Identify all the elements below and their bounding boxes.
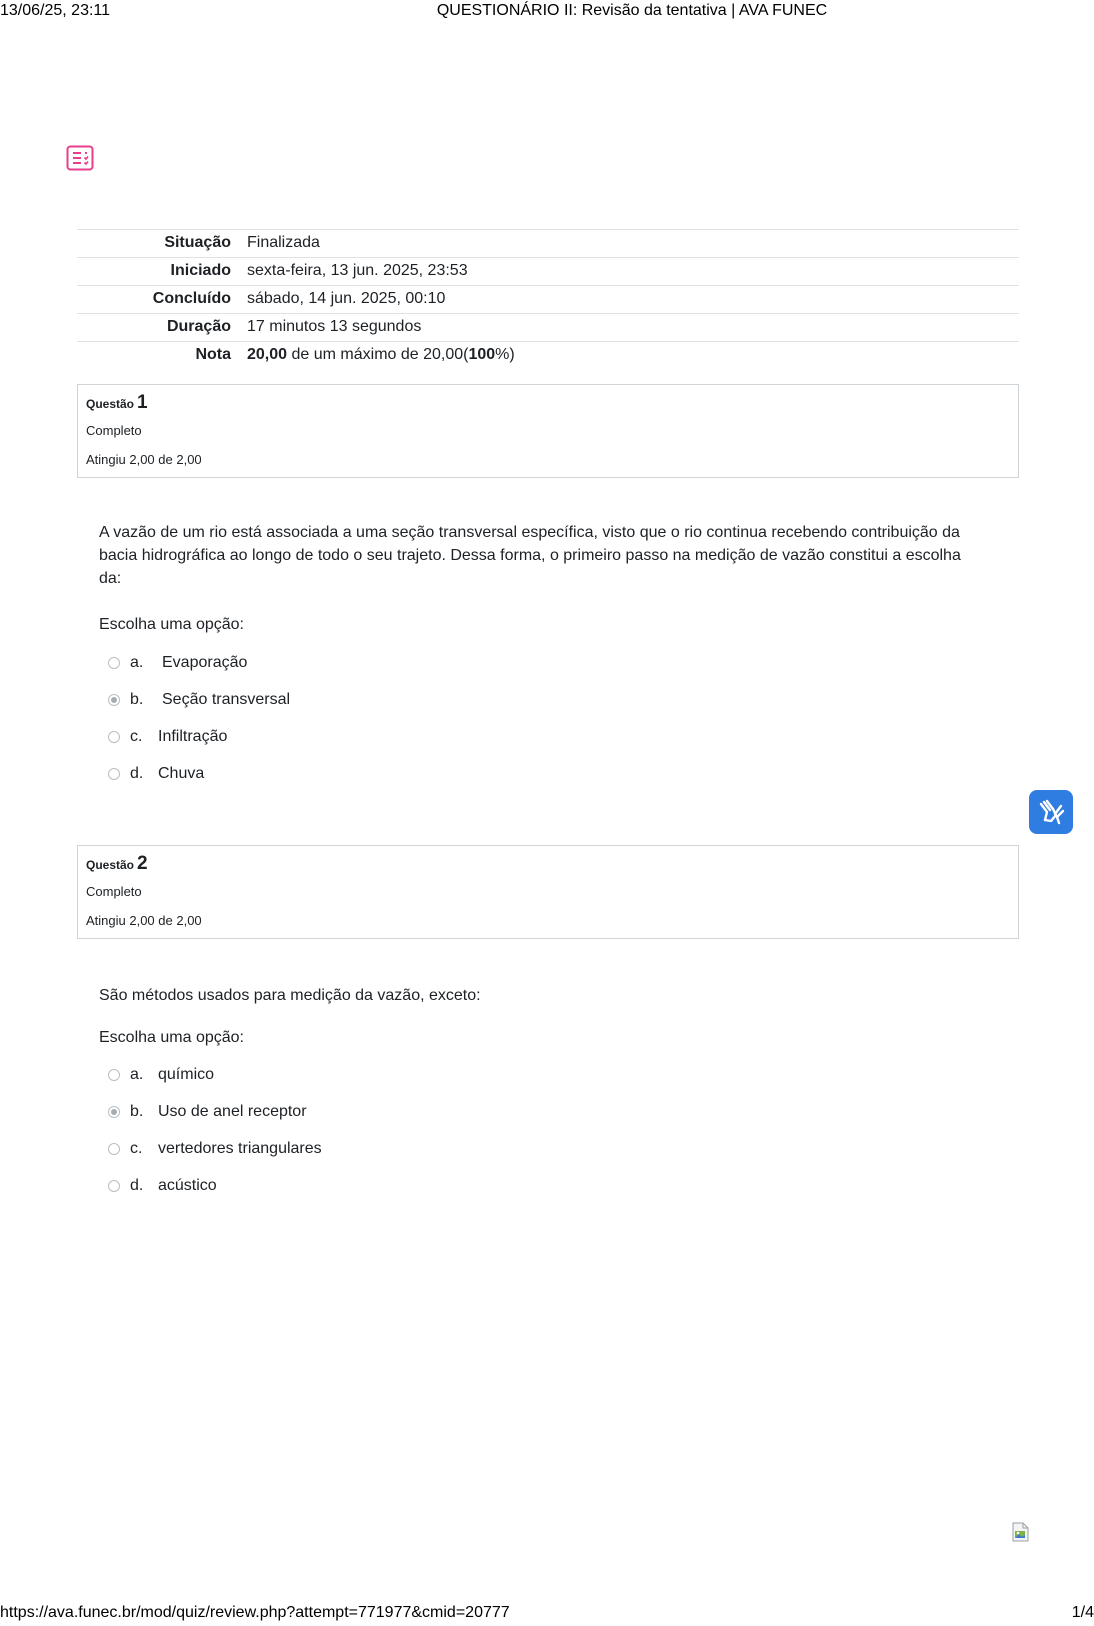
page-url: https://ava.funec.br/mod/quiz/review.php?attempt=771977&cmid=20777 <box>0 1604 510 1621</box>
print-footer <box>0 1602 1094 1626</box>
question-state: Completo <box>86 423 142 438</box>
question-1-prompt: Escolha uma opção: <box>99 616 244 633</box>
option-text: vertedores triangulares <box>158 1140 322 1157</box>
grade-percent-suffix: %) <box>495 346 515 363</box>
grade-percent: 100 <box>468 346 496 363</box>
summary-value: Finalizada <box>247 234 320 251</box>
option-text: Chuva <box>158 765 205 782</box>
question-1-text: A vazão de um rio está associada a uma seção transversal específica, visto que o rio continua recebendo contribuição da bacia hidrográfica ao longo de todo o seu trajeto. Dessa forma, o primeiro passo na medição de vazão constitui a escolha da: <box>99 524 961 587</box>
answer-option-2b[interactable] <box>108 1101 307 1123</box>
question-number-value: 2 <box>137 853 148 874</box>
radio-button[interactable] <box>108 1180 120 1192</box>
radio-button-selected[interactable] <box>108 1106 120 1118</box>
summary-value: 17 minutos 13 segundos <box>247 318 422 335</box>
radio-button-selected[interactable] <box>108 694 120 706</box>
question-2-text: São métodos usados para medição da vazão, exceto: <box>99 987 481 1004</box>
option-text: químico <box>158 1066 215 1083</box>
summary-value: sábado, 14 jun. 2025, 00:10 <box>247 290 446 307</box>
summary-label: Iniciado <box>170 262 231 279</box>
broken-image-icon <box>1012 1522 1030 1542</box>
summary-label: Concluído <box>152 290 231 307</box>
summary-value: sexta-feira, 13 jun. 2025, 23:53 <box>247 262 468 279</box>
answer-option-2d[interactable] <box>108 1175 217 1197</box>
option-text: Infiltração <box>158 728 228 745</box>
option-letter: c. <box>130 728 143 745</box>
question-2-info <box>77 845 1019 939</box>
option-letter: b. <box>130 1103 144 1120</box>
radio-button[interactable] <box>108 1069 120 1081</box>
grade-max-text: de um máximo de 20,00( <box>287 346 469 363</box>
option-letter: a. <box>130 654 144 671</box>
summary-label: Duração <box>166 318 231 335</box>
question-number <box>86 392 148 414</box>
summary-row-situacao <box>77 230 1019 258</box>
question-label: Questão <box>86 397 135 411</box>
radio-button[interactable] <box>108 731 120 743</box>
answer-option-1c[interactable] <box>108 726 227 748</box>
option-letter: a. <box>130 1066 144 1083</box>
option-text: Seção transversal <box>162 691 291 708</box>
sign-language-button[interactable] <box>1029 790 1073 834</box>
option-letter: d. <box>130 1177 144 1194</box>
print-page-title: QUESTIONÁRIO II: Revisão da tentativa | AVA FUNEC <box>436 2 828 19</box>
answer-option-1d[interactable] <box>108 763 204 785</box>
summary-label: Nota <box>195 346 231 363</box>
quiz-list-icon <box>66 145 94 173</box>
question-state: Completo <box>86 884 142 899</box>
option-letter: d. <box>130 765 144 782</box>
option-text: Uso de anel receptor <box>158 1103 307 1120</box>
summary-row-iniciado <box>77 258 1019 286</box>
radio-button[interactable] <box>108 1143 120 1155</box>
summary-row-duracao <box>77 314 1019 342</box>
question-1-info <box>77 384 1019 478</box>
question-2-prompt: Escolha uma opção: <box>99 1029 244 1046</box>
option-text: acústico <box>158 1177 217 1194</box>
grade-score: 20,00 <box>247 346 288 363</box>
question-label: Questão <box>86 858 135 872</box>
summary-row-concluido <box>77 286 1019 314</box>
answer-option-2c[interactable] <box>108 1138 322 1160</box>
page-counter: 1/4 <box>1071 1604 1094 1621</box>
print-datetime: 13/06/25, 23:11 <box>0 2 111 19</box>
question-number <box>86 853 148 875</box>
summary-grade-value <box>247 342 1019 370</box>
summary-label: Situação <box>164 234 231 251</box>
answer-option-1a[interactable] <box>108 652 247 674</box>
answer-option-2a[interactable] <box>108 1064 214 1086</box>
option-text: Evaporação <box>162 654 248 671</box>
print-header <box>0 0 1094 22</box>
summary-row-nota <box>77 342 1019 370</box>
answer-option-1b[interactable] <box>108 689 290 711</box>
question-grade: Atingiu 2,00 de 2,00 <box>86 452 202 467</box>
attempt-summary-table <box>77 229 1019 369</box>
question-grade: Atingiu 2,00 de 2,00 <box>86 913 202 928</box>
sign-language-hands-icon <box>1029 790 1073 834</box>
radio-button[interactable] <box>108 657 120 669</box>
question-number-value: 1 <box>137 392 148 413</box>
option-letter: c. <box>130 1140 143 1157</box>
option-letter: b. <box>130 691 144 708</box>
radio-button[interactable] <box>108 768 120 780</box>
